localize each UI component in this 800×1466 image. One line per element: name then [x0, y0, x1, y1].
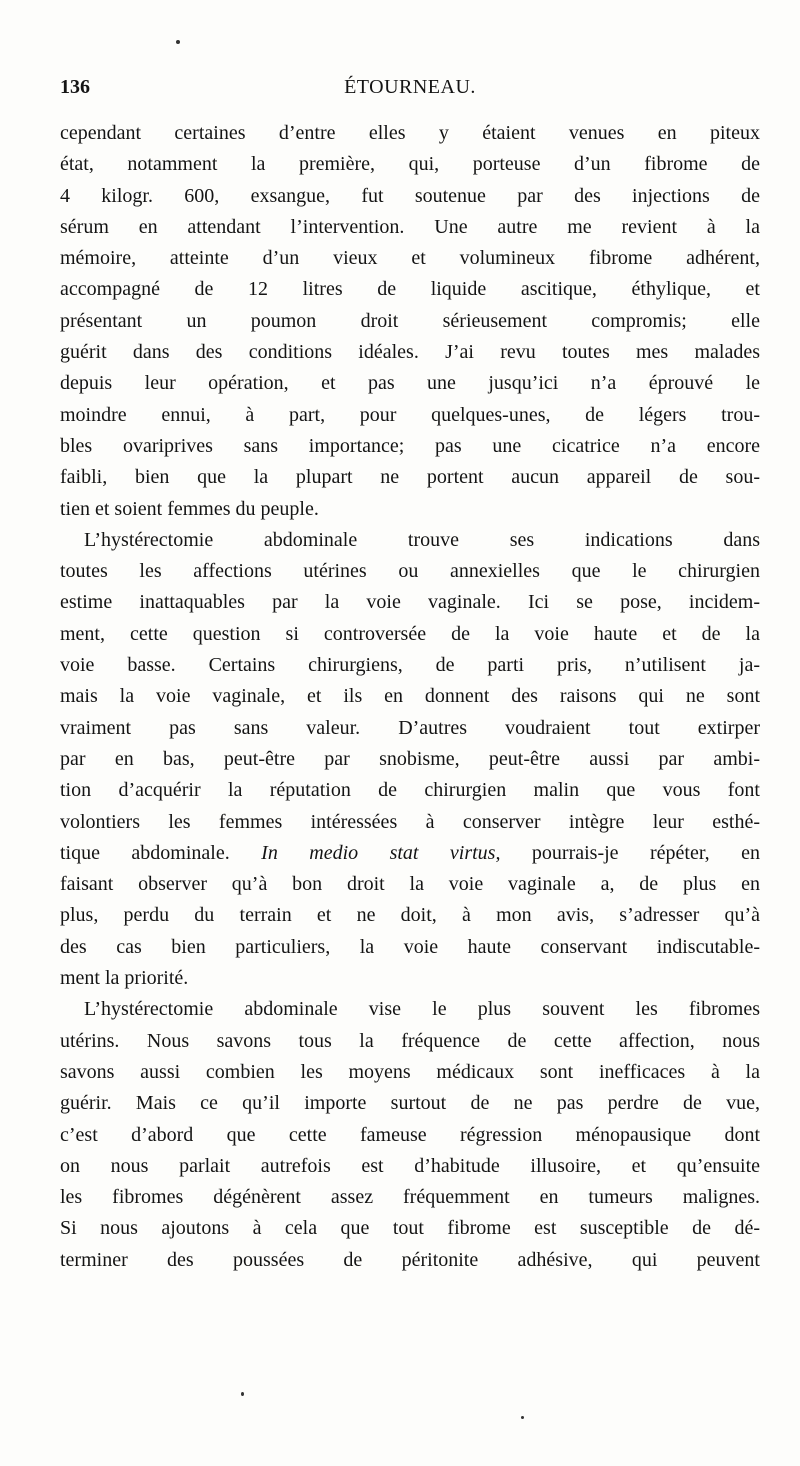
text-line: voie basse. Certains chirurgiens, de parti pris, n’utilisent ja-: [60, 654, 760, 677]
text-line: bles ovariprives sans importance; pas une cicatrice n’a encore: [60, 434, 760, 457]
text-line: L’hystérectomie abdominale trouve ses indications dans: [84, 528, 760, 551]
ink-speck: [176, 40, 180, 44]
text-line: tion d’acquérir la réputation de chirurgien malin que vous font: [60, 779, 760, 802]
text-line: plus, perdu du terrain et ne doit, à mon avis, s’adresser qu’à: [60, 904, 760, 927]
text-line: état, notamment la première, qui, porteuse d’un fibrome de: [60, 153, 760, 176]
text-line: depuis leur opération, et pas une jusqu’ici n’a éprouvé le: [60, 372, 760, 395]
text-line: ment, cette question si controversée de la voie haute et de la: [60, 622, 760, 645]
text-line: 4 kilogr. 600, exsangue, fut soutenue par des injections de: [60, 184, 760, 207]
text-line: accompagné de 12 litres de liquide ascitique, éthylique, et: [60, 278, 760, 301]
text-line: mémoire, atteinte d’un vieux et volumineux fibrome adhérent,: [60, 247, 760, 270]
body-text: [60, 118, 760, 1276]
text-line: terminer des poussées de péritonite adhésive, qui peuvent: [60, 1248, 760, 1271]
text-line: présentant un poumon droit sérieusement compromis; elle: [60, 309, 760, 332]
ink-speck: [521, 1416, 524, 1419]
text-line: volontiers les femmes intéressées à conserver intègre leur esthé-: [60, 810, 760, 833]
text-line: cependant certaines d’entre elles y étaient venues en piteux: [60, 122, 760, 144]
text-line: faisant observer qu’à bon droit la voie vaginale a, de plus en: [60, 873, 760, 896]
text-line: toutes les affections utérines ou annexielles que le chirurgien: [60, 560, 760, 583]
text-line: guérit dans des conditions idéales. J’ai revu toutes mes malades: [60, 341, 760, 364]
text-line: faibli, bien que la plupart ne portent aucun appareil de sou-: [60, 466, 760, 489]
text-line: par en bas, peut-être par snobisme, peut-être aussi par ambi-: [60, 747, 760, 770]
text-line: estime inattaquables par la voie vaginale. Ici se pose, incidem-: [60, 591, 760, 614]
text-line: ment la priorité.: [60, 967, 189, 990]
text-line: sérum en attendant l’intervention. Une autre me revient à la: [60, 215, 760, 238]
italic-phrase: In medio stat virtus,: [261, 841, 501, 864]
text-line: utérins. Nous savons tous la fréquence de cette affection, nous: [60, 1029, 760, 1052]
text-line: vraiment pas sans valeur. D’autres voudraient tout extirper: [60, 716, 760, 739]
text-line: savons aussi combien les moyens médicaux sont inefficaces à la: [60, 1060, 760, 1083]
text-line: tique abdominale. In medio stat virtus, pourrais-je répéter, en: [60, 841, 760, 864]
text-line: les fibromes dégénèrent assez fréquemment en tumeurs malignes.: [60, 1186, 760, 1209]
text-line: Si nous ajoutons à cela que tout fibrome est susceptible de dé-: [60, 1217, 760, 1240]
text-line: c’est d’abord que cette fameuse régression ménopausique dont: [60, 1123, 760, 1146]
running-title: ÉTOURNEAU.: [344, 76, 476, 98]
text-line: des cas bien particuliers, la voie haute conservant indiscutable-: [60, 935, 760, 958]
text-line: mais la voie vaginale, et ils en donnent des raisons qui ne sont: [60, 685, 760, 708]
page-header: [60, 76, 760, 104]
text-line: moindre ennui, à part, pour quelques-unes, de légers trou-: [60, 403, 760, 426]
text-line: tien et soient femmes du peuple.: [60, 497, 319, 520]
text-line: guérir. Mais ce qu’il importe surtout de ne pas perdre de vue,: [60, 1092, 760, 1115]
text-line: L’hystérectomie abdominale vise le plus souvent les fibromes: [84, 998, 760, 1021]
page-number: 136: [60, 76, 90, 98]
ink-speck: [241, 1392, 244, 1396]
text-line: on nous parlait autrefois est d’habitude illusoire, et qu’ensuite: [60, 1154, 760, 1177]
